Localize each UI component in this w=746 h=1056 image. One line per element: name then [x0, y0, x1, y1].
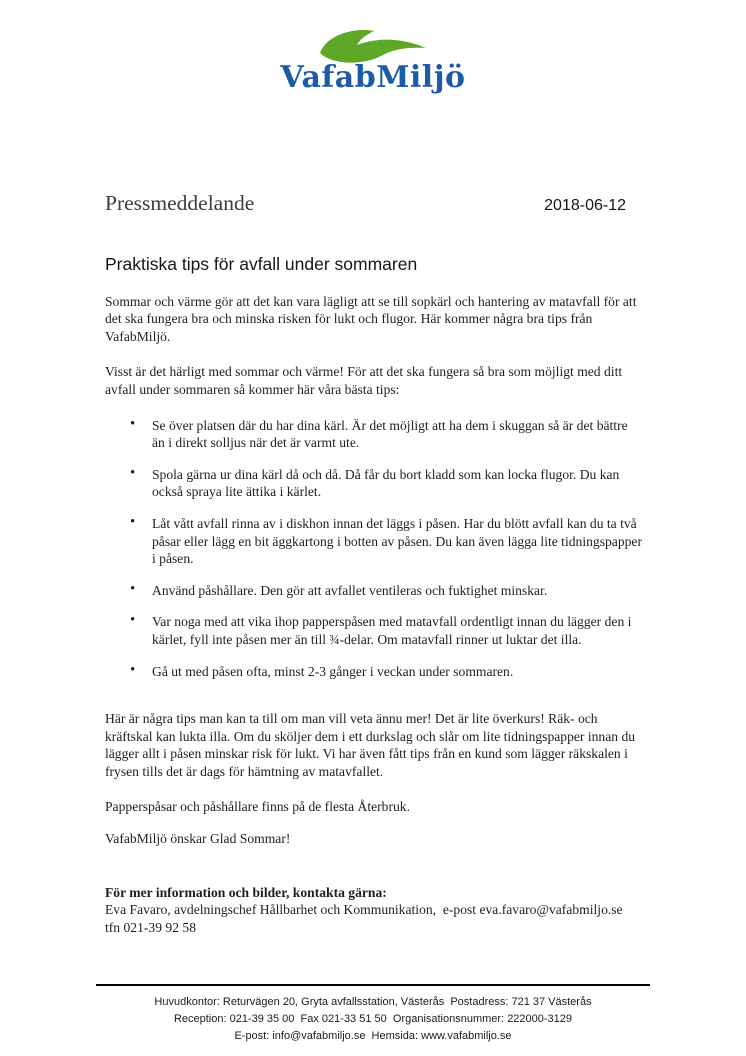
intro-paragraph: Sommar och värme gör att det kan vara lägligt att se till sopkärl och hantering av matavfall för att det ska fungera bra och minska risken för lukt och flugor. Här kommer några bra tips från VafabMiljö. — [105, 293, 637, 344]
contact-heading: För mer information och bilder, kontakta gärna: — [105, 884, 387, 900]
greeting-paragraph: VafabMiljö önskar Glad Sommar! — [105, 831, 291, 847]
availability-paragraph: Papperspåsar och påshållare finns på de flesta Återbruk. — [105, 799, 410, 815]
page-footer — [96, 984, 650, 1045]
footer-address-line: Huvudkontor: Returvägen 20, Gryta avfallsstation, Västerås Postadress: 721 37 Västerås — [154, 996, 592, 1008]
document-header — [105, 191, 640, 216]
footer-phone-line: Reception: 021-39 35 00 Fax 021-33 51 50 Organisationsnummer: 222000-3129 — [173, 1013, 573, 1025]
contact-phone-line: tfn 021-39 92 58 — [105, 919, 196, 935]
article-body — [105, 256, 642, 936]
logo-wordmark: VafabMiljö — [280, 60, 466, 95]
document-date: 2018-06-12 — [544, 197, 626, 214]
article-title: Praktiska tips för avfall under sommaren — [105, 254, 418, 274]
contact-block — [105, 884, 642, 937]
document-type-label: Pressmeddelande — [105, 191, 255, 215]
list-item: • Var noga med att vika ihop papperspåsen med matavfall ordentligt innan du lägger den i kärlet, fyll inte påsen mer än till ¾-delar. Om matavfall rinner ut luktar det illa. — [130, 613, 642, 648]
extra-tips-paragraph: Här är några tips man kan ta till om man vill veta ännu mer! Det är lite överkurs! Räk- och kräftskal kan lukta illa. Om du sköljer dem i ett durkslag och slår om lite tidningspapper innan du lägger allt i påsen minskar risk för lukt. Vi har även fått tips från en kund som lägger räkskalen i frysen tills det är dags för hämtning av matavfallet. — [105, 711, 636, 779]
list-item: • Spola gärna ur dina kärl då och då. Då får du bort kladd som kan locka flugor. Du kan också spraya lite ättika i kärlet. — [130, 466, 642, 501]
list-item: • Använd påshållare. Den gör att avfallet ventileras och fuktighet minskar. — [130, 582, 642, 600]
list-item: • Gå ut med påsen ofta, minst 2-3 gånger i veckan under sommaren. — [130, 663, 642, 681]
lead-paragraph: Visst är det härligt med sommar och värme! För att det ska fungera så bra som möjligt med ditt avfall under sommaren så kommer här våra bästa tips: — [105, 364, 623, 397]
footer-web-line: E-post: info@vafabmiljo.se Hemsida: www.vafabmiljo.se — [234, 1030, 512, 1042]
contact-person-line: Eva Favaro, avdelningschef Hållbarhet och Kommunikation, e-post eva.favaro@vafabmiljo.se — [105, 902, 623, 918]
list-item: • Låt vått avfall rinna av i diskhon innan det läggs i påsen. Har du blött avfall kan du ta två påsar eller lägg en bit äggkartong i botten av påsen. Du kan även lägga lite tidningspapper i påsen. — [130, 515, 642, 568]
list-item: • Se över platsen där du har dina kärl. Är det möjligt att ha dem i skuggan så är det bättre än i direkt solljus när det är varmt ute. — [130, 417, 642, 452]
vafabmiljo-logo — [0, 26, 746, 95]
tips-list — [105, 417, 642, 681]
